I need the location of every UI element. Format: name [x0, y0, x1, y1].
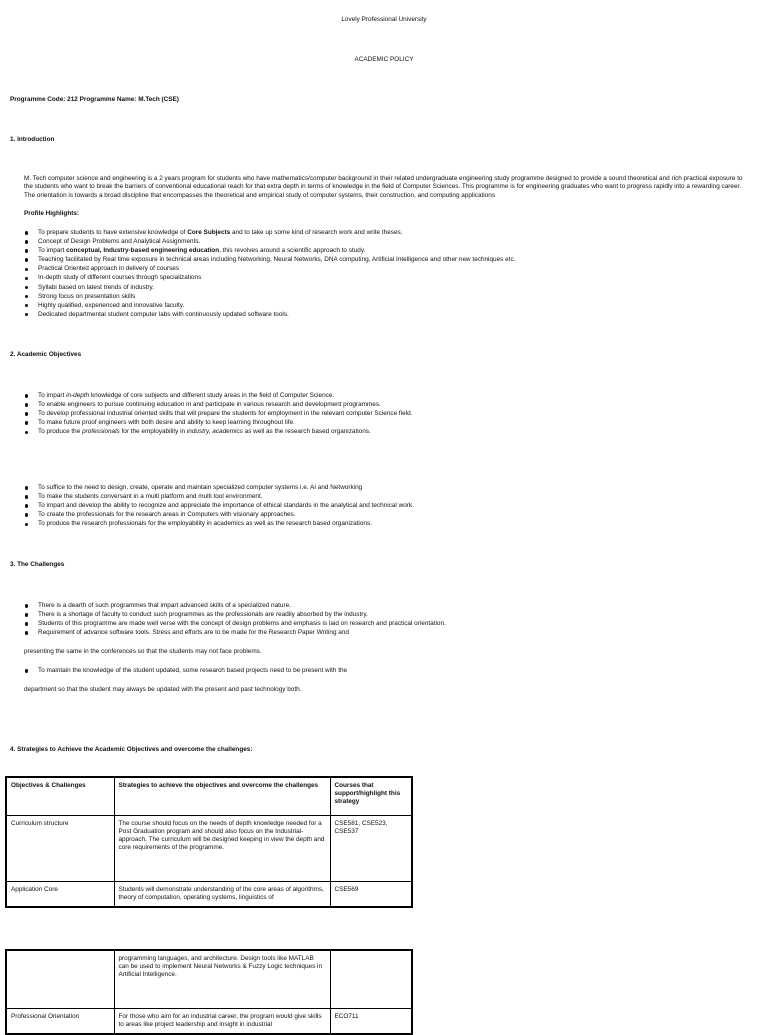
challenges-list — [24, 602, 744, 638]
programme-line — [10, 96, 179, 104]
list-item: To make the students conversant in a multi platform and multi tool environment. — [24, 493, 744, 502]
programme-code-label: Programme Code: 212 Programme Name: — [10, 96, 139, 103]
list-item: To prepare students to have extensive knowledge of Core Subjects and to take up some kind of research work and write theses. — [24, 229, 744, 238]
cell-courses: CSE569 — [330, 881, 412, 907]
list-item: To make future proof engineers with both desire and ability to keep learning throughout life. — [24, 419, 744, 428]
list-item: To develop professional industrial oriented skills that will prepare the students for employment in the relevant computer Science field. — [24, 410, 744, 419]
cell-objective: Curriculum structure — [6, 815, 114, 881]
section-heading-academic-objectives: 2. Academic Objectives — [10, 351, 82, 358]
list-item: There is a dearth of such programmes that impart advanced skills of a specialized nature. — [24, 602, 744, 611]
challenges-continuation-2: department so that the student may always be updated with the present and past technology both. — [24, 686, 302, 693]
table-row — [6, 815, 412, 881]
list-item: To suffice to the need to design, create, operate and maintain specialized computer systems i.e. AI and Networking — [24, 484, 744, 493]
cell-objective: Application Core — [6, 881, 114, 907]
table-row — [6, 881, 412, 907]
list-item: In-depth study of different courses through specializations — [24, 274, 744, 283]
header-strategies: Strategies to achieve the objectives and overcome the challenges — [114, 777, 330, 815]
cell-courses: ECO711 — [330, 1008, 412, 1034]
table-header-row — [6, 777, 412, 815]
cell-strategy: The course should focus on the needs of depth knowledge needed for a Post Graduation program and should also focus on the Industrial-approach. The curriculum will be designed keeping in view the depth and core requirements of the programme. — [114, 815, 330, 881]
university-name: Lovely Professional University — [341, 16, 427, 23]
section-heading-strategies: 4. Strategies to Achieve the Academic Objectives and overcome the challenges: — [10, 746, 253, 753]
list-item: Practical Oriented approach in delivery of courses — [24, 265, 744, 274]
header-courses: Courses that support/highlight this strategy — [330, 777, 412, 815]
list-item: Highly qualified, experienced and innovative faculty. — [24, 302, 744, 311]
list-item: Teaching facilitated by Real time exposure in technical areas including Networking, Neural Networks, DNA computing, Artificial Intelligence and other new techniques etc. — [24, 256, 744, 265]
list-item: To create the professionals for the research areas in Computers with visionary approaches. — [24, 511, 744, 520]
strategies-table-continued — [5, 949, 413, 1035]
list-item: Students of this programme are made well verse with the concept of design problems and emphasis is laid on research and practical orientation. — [24, 620, 744, 629]
list-item: To impart in-depth knowledge of core subjects and different study areas in the field of Computer Science. — [24, 392, 744, 401]
programme-name: M.Tech (CSE) — [138, 96, 179, 103]
section-heading-challenges: 3. The Challenges — [10, 561, 65, 568]
cell-objective — [6, 950, 114, 1008]
profile-highlights-heading: Profile Highlights: — [24, 210, 80, 217]
cell-objective: Professional Orientation — [6, 1008, 114, 1034]
challenges-continuation-1: presenting the same in the conferences so that the students may not face problems. — [24, 648, 262, 655]
objectives-list-a — [24, 392, 744, 437]
list-item: To impart conceptual, Industry-based engineering education, this revolves around a scientific approach to study. — [24, 247, 744, 256]
intro-paragraph: M. Tech computer science and engineering is a 2 years program for students who have mathematics/computer background in their related undergraduate engineering study programme designed to provide a sound theoretical and rich practical exposure to the students who want to break the barriers of conventional educational reach for that extra depth in terms of knowledge in the field of Computer Sciences. This programme is for engineering graduates who want to progress rapidly into a rewarding career. The orientation is towards a broad discipline that encompasses the theoretical and empirical study of computer systems, their construction, and computing applications — [24, 175, 743, 199]
cell-courses: CSE581, CSE523, CSE537 — [330, 815, 412, 881]
section-heading-introduction: 1. Introduction — [10, 136, 55, 143]
list-item: There is a shortage of faculty to conduct such programmes as the professionals are readily absorbed by the industry. — [24, 611, 744, 620]
list-item: To impart and develop the ability to recognize and appreciate the importance of ethical standards in the analytical and technical work. — [24, 502, 744, 511]
header-objectives: Objectives & Challenges — [6, 777, 114, 815]
list-item: To maintain the knowledge of the student updated, some research based projects need to be present with the — [24, 667, 744, 676]
profile-highlights-list — [24, 229, 744, 320]
cell-strategy: programming languages, and architecture. Design tools like MATLAB can be used to implement Neural Networks & Fuzzy Logic techniques in Artificial Intelligence. — [114, 950, 330, 1008]
objectives-list-b — [24, 484, 744, 529]
cell-courses — [330, 950, 412, 1008]
list-item: Strong focus on presentation skills — [24, 293, 744, 302]
table-row — [6, 1008, 412, 1034]
list-item: Dedicated departmental student computer labs with continuously updated software tools. — [24, 311, 744, 320]
strategies-table — [5, 776, 413, 908]
table-row — [6, 950, 412, 1008]
list-item: Syllabi based on latest trends of industry. — [24, 284, 744, 293]
list-item: To produce the professionals for the employability in industry, academics as well as the research based organizations. — [24, 428, 744, 437]
policy-title: ACADEMIC POLICY — [354, 56, 414, 63]
cell-strategy: For those who aim for an industrial career, the program would give skills to areas like project leadership and insight in industrial — [114, 1008, 330, 1034]
list-item: Requirement of advance software tools. Stress and efforts are to be made for the Research Paper Writing and — [24, 629, 744, 638]
cell-strategy: Students will demonstrate understanding of the core areas of algorithms, theory of computation, operating systems, linguistics of — [114, 881, 330, 907]
list-item: To produce the research professionals for the employability in academics as well as the research based organizations. — [24, 520, 744, 529]
list-item: Concept of Design Problems and Analytical Assignments. — [24, 238, 744, 247]
list-item: To enable engineers to pursue continuing education in and participate in various research and development programmes. — [24, 401, 744, 410]
challenges-list-2 — [24, 667, 744, 676]
